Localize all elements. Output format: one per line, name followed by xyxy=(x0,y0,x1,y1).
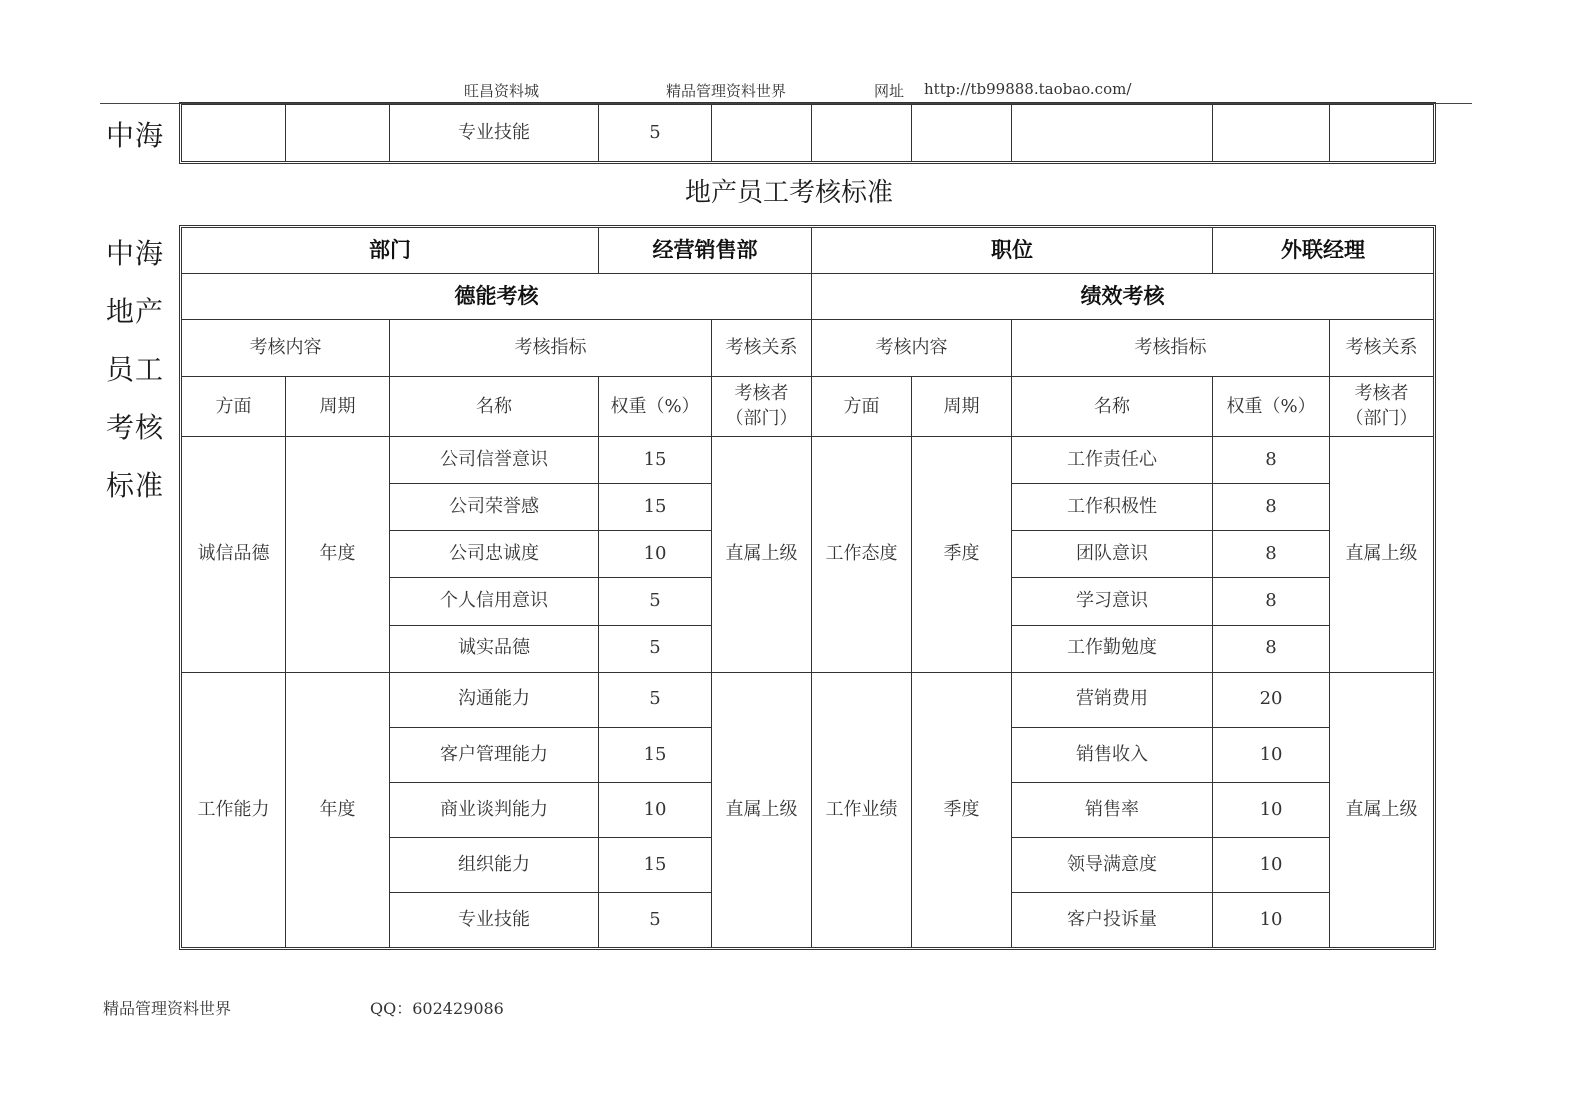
indicator-weight: 10 xyxy=(1213,782,1330,837)
assessor-line-2: （部门） xyxy=(1345,407,1418,429)
assessor-line-1: 考核者 xyxy=(734,383,789,405)
indicator-weight: 8 xyxy=(1213,578,1330,625)
col-relation-right: 考核关系 xyxy=(1330,320,1434,377)
group1-left-period: 年度 xyxy=(286,437,390,672)
indicator-weight: 5 xyxy=(599,892,712,947)
header-slogan: 精品管理资料世界 xyxy=(666,82,787,100)
indicator-weight: 8 xyxy=(1213,531,1330,578)
indicator-name: 专业技能 xyxy=(390,892,599,947)
col-indicator-left: 考核指标 xyxy=(390,320,712,377)
side-label-line-4: 考核 xyxy=(106,411,165,444)
section-row xyxy=(182,274,1434,320)
side-label-top: 中海 xyxy=(106,119,165,152)
group2-left-relation: 直属上级 xyxy=(712,672,812,947)
group1-left-aspect: 诚信品德 xyxy=(182,437,286,672)
indicator-name: 学习意识 xyxy=(1012,578,1213,625)
col-content-left: 考核内容 xyxy=(182,320,390,377)
indicator-weight: 10 xyxy=(1213,837,1330,892)
group2-left-period: 年度 xyxy=(286,672,390,947)
group2-right-aspect: 工作业绩 xyxy=(812,672,912,947)
indicator-name: 工作积极性 xyxy=(1012,484,1213,531)
footer-brand: 精品管理资料世界 xyxy=(103,999,232,1018)
indicator-weight: 15 xyxy=(599,484,712,531)
carryover-r-name xyxy=(1012,105,1213,162)
group2-left-aspect: 工作能力 xyxy=(182,672,286,947)
indicator-name: 领导满意度 xyxy=(1012,837,1213,892)
group1-right-relation: 直属上级 xyxy=(1330,437,1434,672)
page-title: 地产员工考核标准 xyxy=(684,178,893,208)
indicator-weight: 5 xyxy=(599,578,712,625)
carryover-aspect xyxy=(182,105,286,162)
side-label-line-3: 员工 xyxy=(106,353,165,386)
carryover-period xyxy=(286,105,390,162)
carryover-relation xyxy=(712,105,812,162)
header-row-2 xyxy=(182,377,1434,437)
col-indicator-right: 考核指标 xyxy=(1012,320,1330,377)
col-weight-left: 权重（%） xyxy=(599,377,712,437)
indicator-weight: 8 xyxy=(1213,437,1330,484)
dept-value: 经营销售部 xyxy=(599,228,812,274)
col-name-right: 名称 xyxy=(1012,377,1213,437)
group1-right-period: 季度 xyxy=(912,437,1012,672)
carryover-r-weight xyxy=(1213,105,1330,162)
indicator-weight: 5 xyxy=(599,672,712,727)
header-row-1 xyxy=(182,320,1434,377)
indicator-weight: 15 xyxy=(599,437,712,484)
indicator-weight: 8 xyxy=(1213,625,1330,672)
indicator-name: 个人信用意识 xyxy=(390,578,599,625)
indicator-name: 客户投诉量 xyxy=(1012,892,1213,947)
indicator-name: 诚实品德 xyxy=(390,625,599,672)
carryover-r-period xyxy=(912,105,1012,162)
header-url[interactable]: http://tb99888.taobao.com/ xyxy=(924,80,1132,98)
position-label: 职位 xyxy=(812,228,1213,274)
indicator-name: 客户管理能力 xyxy=(390,727,599,782)
indicator-name: 沟通能力 xyxy=(390,672,599,727)
indicator-weight: 10 xyxy=(1213,727,1330,782)
indicator-weight: 8 xyxy=(1213,484,1330,531)
carryover-table xyxy=(181,104,1434,162)
side-label-line-5: 标准 xyxy=(106,469,165,502)
indicator-weight: 15 xyxy=(599,837,712,892)
col-period-right: 周期 xyxy=(912,377,1012,437)
indicator-name: 团队意识 xyxy=(1012,531,1213,578)
carryover-r-aspect xyxy=(812,105,912,162)
header-shop-name: 旺昌资料城 xyxy=(464,82,540,100)
group2-right-period: 季度 xyxy=(912,672,1012,947)
footer-qq: QQ：602429086 xyxy=(370,999,504,1018)
group1-right-aspect: 工作态度 xyxy=(812,437,912,672)
table-row xyxy=(182,672,1434,727)
position-value: 外联经理 xyxy=(1213,228,1434,274)
indicator-weight: 5 xyxy=(599,625,712,672)
indicator-name: 公司忠诚度 xyxy=(390,531,599,578)
col-relation-left: 考核关系 xyxy=(712,320,812,377)
assessor-line-1: 考核者 xyxy=(1354,383,1409,405)
dept-label: 部门 xyxy=(182,228,599,274)
group2-right-relation: 直属上级 xyxy=(1330,672,1434,947)
indicator-name: 公司荣誉感 xyxy=(390,484,599,531)
indicator-weight: 20 xyxy=(1213,672,1330,727)
section-right-title: 绩效考核 xyxy=(812,274,1434,320)
col-assessor-right xyxy=(1330,377,1434,437)
indicator-name: 组织能力 xyxy=(390,837,599,892)
indicator-weight: 15 xyxy=(599,727,712,782)
info-row xyxy=(182,228,1434,274)
col-aspect-left: 方面 xyxy=(182,377,286,437)
col-name-left: 名称 xyxy=(390,377,599,437)
side-label-line-2: 地产 xyxy=(106,295,165,328)
col-assessor-left xyxy=(712,377,812,437)
indicator-name: 营销费用 xyxy=(1012,672,1213,727)
indicator-name: 工作勤勉度 xyxy=(1012,625,1213,672)
indicator-name: 商业谈判能力 xyxy=(390,782,599,837)
carryover-r-relation xyxy=(1330,105,1434,162)
col-content-right: 考核内容 xyxy=(812,320,1012,377)
indicator-weight: 10 xyxy=(1213,892,1330,947)
col-weight-right: 权重（%） xyxy=(1213,377,1330,437)
table-row xyxy=(182,437,1434,484)
group1-left-relation: 直属上级 xyxy=(712,437,812,672)
assessor-line-2: （部门） xyxy=(725,407,798,429)
assessment-table xyxy=(181,227,1434,948)
indicator-name: 销售收入 xyxy=(1012,727,1213,782)
indicator-name: 销售率 xyxy=(1012,782,1213,837)
header-url-label: 网址 xyxy=(874,82,905,100)
indicator-name: 公司信誉意识 xyxy=(390,437,599,484)
col-aspect-right: 方面 xyxy=(812,377,912,437)
carryover-weight: 5 xyxy=(599,105,712,162)
col-period-left: 周期 xyxy=(286,377,390,437)
section-left-title: 德能考核 xyxy=(182,274,812,320)
indicator-weight: 10 xyxy=(599,782,712,837)
indicator-name: 工作责任心 xyxy=(1012,437,1213,484)
side-label-line-1: 中海 xyxy=(106,237,165,270)
indicator-weight: 10 xyxy=(599,531,712,578)
carryover-name: 专业技能 xyxy=(390,105,599,162)
